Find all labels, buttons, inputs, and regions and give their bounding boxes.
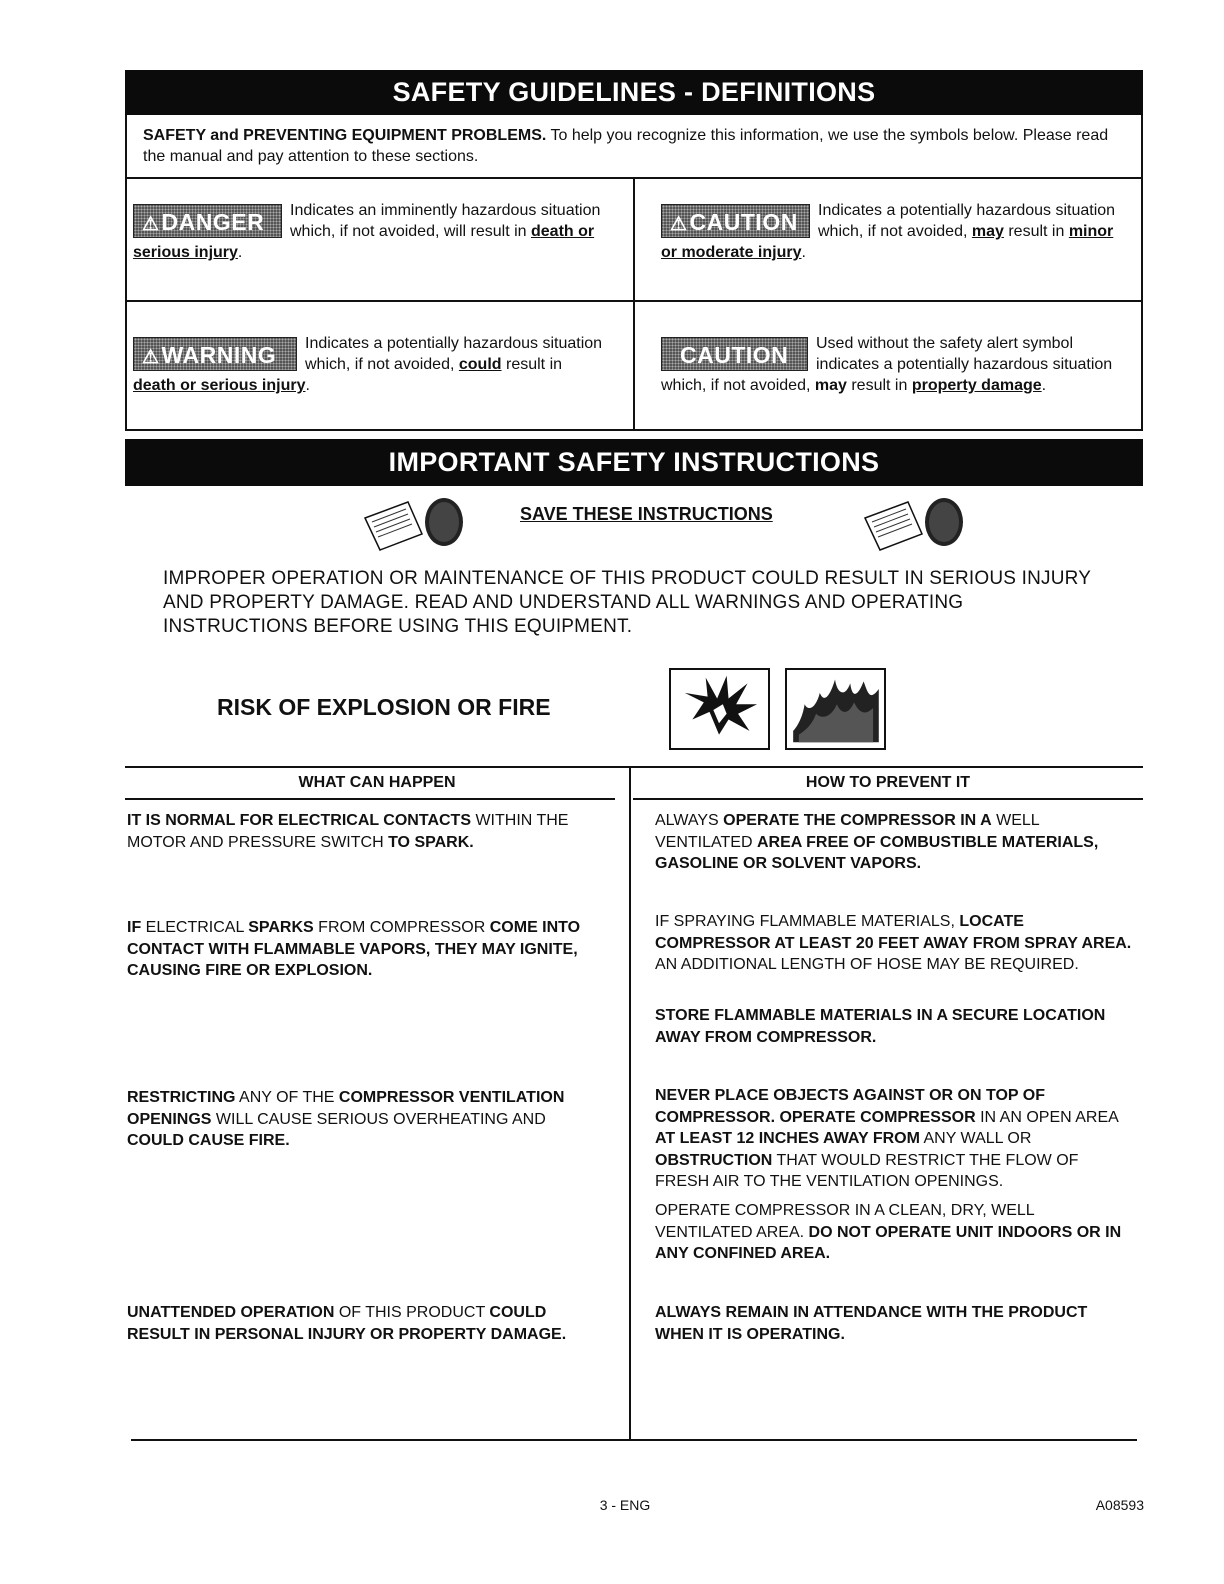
instructions-title: IMPORTANT SAFETY INSTRUCTIONS bbox=[125, 439, 1143, 486]
table-column-divider bbox=[629, 766, 631, 1441]
caution-signal-word: ⚠CAUTION bbox=[661, 204, 810, 238]
save-instructions: SAVE THESE INSTRUCTIONS bbox=[520, 504, 773, 524]
caution-plain-signal-word: CAUTION bbox=[661, 337, 808, 371]
warning-paragraph: IMPROPER OPERATION OR MAINTENANCE OF THIS PRODUCT COULD RESULT IN SERIOUS INJURY AND PROPERTY DAMAGE. READ AND UNDERSTAND ALL WARNINGS AND OPERATING INSTRUCTIONS BEFORE USING THIS EQUIPMENT. bbox=[163, 568, 1091, 637]
alert-triangle-icon: ⚠ bbox=[142, 347, 160, 368]
column-header-what: WHAT CAN HAPPEN bbox=[298, 774, 456, 791]
manual-book-icon bbox=[860, 494, 966, 554]
caution-alert-definition: ⚠CAUTION Indicates a potentially hazardous situation which, if not avoided, may result in minor or moderate injury. bbox=[661, 202, 1116, 261]
table-row: NEVER PLACE OBJECTS AGAINST OR ON TOP OF COMPRESSOR. OPERATE COMPRESSOR IN AN OPEN AREA AT LEAST 12 INCHES AWAY FROM ANY WALL OR OBSTRUCTION THAT WOULD RESTRICT THE FLOW OF FRESH AIR TO THE VENTILATION OPENINGS. bbox=[655, 1087, 1118, 1190]
table-row: IT IS NORMAL FOR ELECTRICAL CONTACTS WITHIN THE MOTOR AND PRESSURE SWITCH TO SPARK. bbox=[127, 812, 569, 851]
column-header-how: HOW TO PREVENT IT bbox=[805, 774, 971, 791]
manual-book-icon bbox=[360, 494, 466, 554]
caution-plain-definition: CAUTION Used without the safety alert symbol indicates a potentially hazardous situation which, if not avoided, may result in property damage. bbox=[661, 335, 1113, 394]
risk-title: RISK OF EXPLOSION OR FIRE bbox=[217, 694, 551, 720]
intro-rest: To help you recognize this information, we use the symbols below. Please read the manual and pay attention to these sections. bbox=[143, 127, 1109, 165]
alert-triangle-icon: ⚠ bbox=[142, 214, 160, 235]
danger-definition: ⚠DANGER Indicates an imminently hazardous situation which, if not avoided, will result in death or serious injury. bbox=[133, 202, 601, 261]
page-number: 3 - ENG bbox=[599, 1497, 651, 1513]
warning-definition: ⚠WARNING Indicates a potentially hazardous situation which, if not avoided, could result in death or serious injury. bbox=[133, 335, 603, 394]
explosion-icon bbox=[669, 668, 770, 750]
table-row: ALWAYS OPERATE THE COMPRESSOR IN A WELL VENTILATED AREA FREE OF COMBUSTIBLE MATERIALS, GASOLINE OR SOLVENT VAPORS. bbox=[655, 812, 1099, 872]
danger-signal-word: ⚠DANGER bbox=[133, 204, 282, 238]
table-row: ALWAYS REMAIN IN ATTENDANCE WITH THE PRODUCT WHEN IT IS OPERATING. bbox=[655, 1304, 1088, 1343]
table-row: OPERATE COMPRESSOR IN A CLEAN, DRY, WELL VENTILATED AREA. DO NOT OPERATE UNIT INDOORS OR IN ANY CONFINED AREA. bbox=[655, 1202, 1122, 1262]
guidelines-intro bbox=[143, 125, 1123, 167]
table-bottom-rule bbox=[131, 1439, 1137, 1441]
warning-signal-word: ⚠WARNING bbox=[133, 337, 297, 371]
guidelines-title: SAFETY GUIDELINES - DEFINITIONS bbox=[125, 70, 1143, 115]
table-top-rule bbox=[125, 766, 1143, 768]
fire-icon bbox=[785, 668, 886, 750]
table-row: IF SPRAYING FLAMMABLE MATERIALS, LOCATE COMPRESSOR AT LEAST 20 FEET AWAY FROM SPRAY AREA. AN ADDITIONAL LENGTH OF HOSE MAY BE REQUIRED. bbox=[655, 913, 1132, 973]
document-code: A08593 bbox=[1095, 1497, 1144, 1513]
table-header-rule bbox=[125, 798, 615, 800]
table-row: UNATTENDED OPERATION OF THIS PRODUCT COULD RESULT IN PERSONAL INJURY OR PROPERTY DAMAGE. bbox=[127, 1304, 567, 1343]
table-row: STORE FLAMMABLE MATERIALS IN A SECURE LOCATION AWAY FROM COMPRESSOR. bbox=[655, 1007, 1106, 1046]
divider bbox=[633, 177, 635, 431]
alert-triangle-icon: ⚠ bbox=[670, 214, 688, 235]
intro-bold: SAFETY and PREVENTING EQUIPMENT PROBLEMS. bbox=[143, 127, 547, 144]
table-row: RESTRICTING ANY OF THE COMPRESSOR VENTILATION OPENINGS WILL CAUSE SERIOUS OVERHEATING AND COULD CAUSE FIRE. bbox=[127, 1089, 565, 1149]
table-header-rule bbox=[633, 798, 1143, 800]
table-row: IF ELECTRICAL SPARKS FROM COMPRESSOR COME INTO CONTACT WITH FLAMMABLE VAPORS, THEY MAY IGNITE, CAUSING FIRE OR EXPLOSION. bbox=[127, 919, 581, 979]
